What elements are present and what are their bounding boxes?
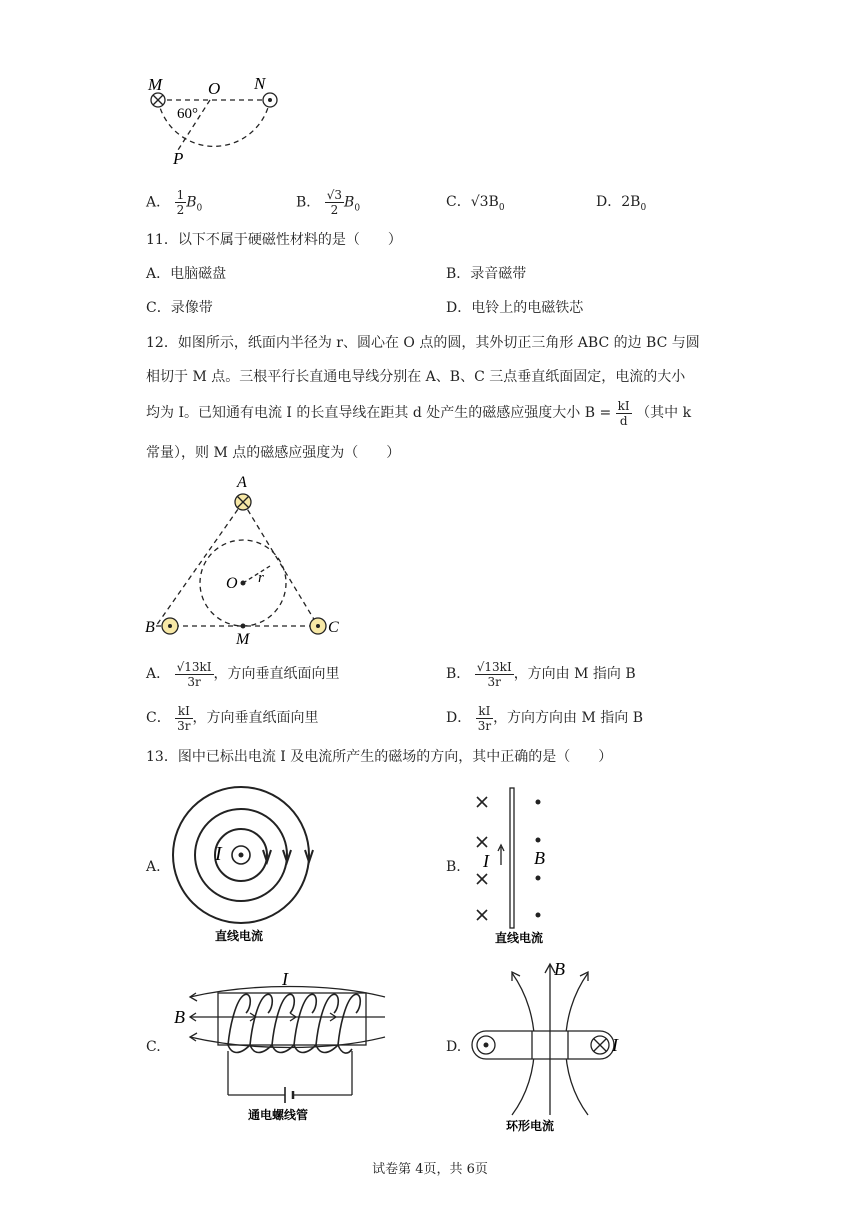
q13-figure-a	[165, 780, 325, 945]
q12-line-3: 均为 I。已知通有电流 I 的长直导线在距其 d 处产生的磁感应强度大小 B = $\frac{kI}{d}$ （其中 k	[146, 398, 692, 428]
caption-a: 直线电流	[215, 929, 264, 943]
q12-line-4: 常量），则 M 点的磁感应强度为（ ）	[146, 445, 401, 461]
label-O: O	[226, 575, 238, 592]
q12-option-d[interactable]: D． $\frac{kI}{3r}$ ，方向方向由 M 指向 B	[446, 703, 644, 733]
q13-option-d[interactable]: D.	[446, 1039, 462, 1055]
caption-d: 环形电流	[506, 1119, 555, 1133]
q11-option-a[interactable]: A．电脑磁盘	[146, 266, 227, 282]
q13-figure-c	[170, 965, 390, 1125]
q13-option-b[interactable]: B.	[446, 859, 461, 875]
label-O: O	[208, 79, 221, 98]
q12-option-b[interactable]: B． $\frac{√13kI}{3r}$ ，方向由 M 指向 B	[446, 659, 636, 689]
q13-stem: 13．图中已标出电流 I 及电流所产生的磁场的方向，其中正确的是（ ）	[146, 749, 613, 765]
q13-figure-b	[470, 785, 580, 950]
q10-option-d[interactable]: D．$2B_0$	[596, 194, 647, 213]
q12-option-a[interactable]: A． $\frac{√13kI}{3r}$ ，方向垂直纸面向里	[146, 659, 340, 689]
q12-formula: $\frac{kI}{d}$	[617, 398, 630, 428]
angle-label: 60°	[177, 106, 198, 122]
label-C: C	[328, 619, 339, 636]
label-I: I	[483, 851, 489, 871]
caption-c: 通电螺线管	[248, 1108, 309, 1122]
q10-option-a[interactable]: A． $\frac{1}{2}$ $B_0$	[146, 188, 203, 217]
q13-option-c[interactable]: C.	[146, 1039, 161, 1055]
label-I: I	[612, 1035, 618, 1055]
label-B: B	[534, 848, 545, 868]
label-A: A	[237, 474, 247, 491]
label-B: B	[554, 959, 565, 979]
q12-figure	[140, 470, 360, 650]
label-r: r	[258, 570, 264, 586]
q11-stem: 11．以下不属于硬磁性材料的是（ ）	[146, 232, 402, 248]
label-B: B	[174, 1007, 185, 1027]
caption-b: 直线电流	[495, 931, 544, 945]
label-N: N	[254, 74, 266, 93]
label-M: M	[236, 631, 250, 648]
q12-line-1: 12．如图所示，纸面内半径为 r、圆心在 O 点的圆，其外切正三角形 ABC 的边 BC 与圆	[146, 335, 700, 351]
q13-option-a[interactable]: A.	[146, 859, 161, 875]
q11-option-d[interactable]: D．电铃上的电磁铁芯	[446, 300, 584, 316]
q12-option-c[interactable]: C． $\frac{kI}{3r}$ ，方向垂直纸面向里	[146, 703, 319, 733]
label-I: I	[282, 969, 288, 989]
label-P: P	[173, 149, 184, 168]
q12-line-2: 相切于 M 点。三根平行长直通电导线分别在 A、B、C 三点垂直纸面固定，电流的大小	[146, 369, 686, 385]
q11-option-b[interactable]: B．录音磁带	[446, 266, 527, 282]
label-M: M	[148, 75, 163, 94]
q10-figure	[140, 70, 300, 170]
page-footer: 试卷第 4页，共 6页	[372, 1162, 488, 1177]
q10-option-b[interactable]: B． $\frac{√3}{2}$ $B_0$	[296, 188, 361, 217]
q11-option-c[interactable]: C．录像带	[146, 300, 213, 316]
q10-option-c[interactable]: C．$√3B_0$	[446, 194, 505, 213]
label-B: B	[145, 619, 155, 636]
label-I: I	[215, 843, 222, 865]
q13-figure-d	[470, 955, 630, 1135]
